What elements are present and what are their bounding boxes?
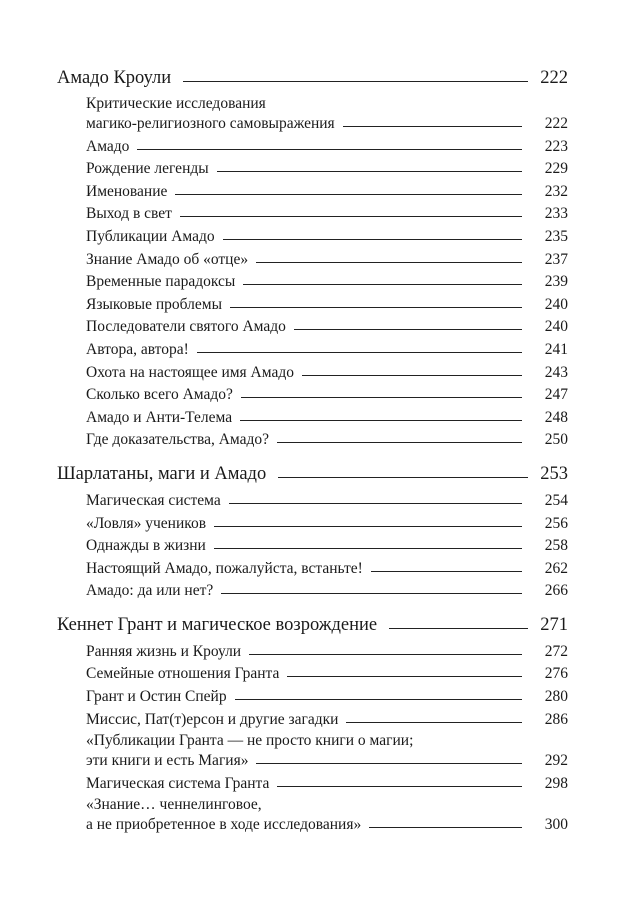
entry-title: Настоящий Амадо, пожалуйста, встаньте! <box>86 559 363 577</box>
entry-row <box>86 709 568 732</box>
entry-page-number: 223 <box>544 137 568 155</box>
entry-row <box>86 535 568 558</box>
leader-line <box>217 171 522 172</box>
entry-title-line1: «Публикации Гранта — не просто книги о магии; <box>86 732 414 750</box>
entry-row <box>86 181 568 204</box>
entry-title: Амадо: да или нет? <box>86 582 214 600</box>
entry-title: Миссис, Пат(т)ерсон и другие загадки <box>86 710 339 728</box>
toc-entry[interactable] <box>57 641 568 664</box>
entry-title: Выход в свет <box>86 205 172 223</box>
entry-row <box>86 271 568 294</box>
leader-line <box>240 420 522 421</box>
toc-entry[interactable] <box>57 316 568 339</box>
entry-title: Охота на настоящее имя Амадо <box>86 363 294 381</box>
chapter-page-number: 222 <box>540 68 568 88</box>
entry-title: Ранняя жизнь и Кроули <box>86 642 242 660</box>
toc-entry[interactable] <box>57 795 568 837</box>
entry-page-number: 272 <box>544 642 568 660</box>
entry-page-number: 258 <box>544 537 568 555</box>
toc-entry[interactable] <box>57 271 568 294</box>
leader-line <box>389 628 528 629</box>
toc-entry[interactable] <box>57 490 568 513</box>
entry-row <box>86 580 568 603</box>
entry-page-number: 286 <box>544 710 568 728</box>
entry-page-number: 256 <box>544 514 568 532</box>
leader-line <box>346 722 522 723</box>
toc-entry[interactable] <box>57 136 568 159</box>
chapter-title: Кеннет Грант и магическое возрождение <box>57 614 378 635</box>
entry-page-number: 237 <box>544 250 568 268</box>
chapter-page-number: 253 <box>540 463 568 484</box>
entry-row <box>86 641 568 664</box>
entry-title: Магическая система Гранта <box>86 774 270 792</box>
toc-entry[interactable] <box>57 663 568 686</box>
toc-entry[interactable] <box>57 731 568 773</box>
leader-line <box>369 827 522 828</box>
entry-page-number: 292 <box>544 752 568 770</box>
entry-page-number: 232 <box>544 182 568 200</box>
entry-title: Последователи святого Амадо <box>86 318 286 336</box>
entry-page-number: 266 <box>544 582 568 600</box>
entry-row <box>86 226 568 249</box>
toc-entry[interactable] <box>57 773 568 796</box>
leader-line <box>249 654 522 655</box>
toc-chapter[interactable] <box>57 614 568 636</box>
toc-entry[interactable] <box>57 181 568 204</box>
entry-title: Амадо <box>86 137 130 155</box>
leader-line <box>221 593 522 594</box>
toc-entry[interactable] <box>57 203 568 226</box>
leader-line <box>343 126 522 127</box>
leader-line <box>214 548 522 549</box>
toc-entry[interactable] <box>57 294 568 317</box>
entry-title: Магическая система <box>86 491 221 509</box>
entry-title: «Ловля» учеников <box>86 514 207 532</box>
entry-title: Амадо и Анти-Телема <box>86 408 233 426</box>
entry-page-number: 243 <box>544 363 568 381</box>
entry-row <box>86 203 568 226</box>
entry-page-number: 247 <box>544 386 568 404</box>
toc-entry[interactable] <box>57 249 568 272</box>
entry-title: Семейные отношения Гранта <box>86 665 280 683</box>
entry-title: Однажды в жизни <box>86 537 206 555</box>
entry-row <box>86 663 568 686</box>
entry-title: магико-религиозного самовыражения <box>86 115 335 132</box>
toc-entry[interactable] <box>57 362 568 385</box>
leader-line <box>294 329 522 330</box>
leader-line <box>175 194 522 195</box>
entry-row <box>86 513 568 536</box>
entry-page-number: 250 <box>544 431 568 449</box>
entry-row <box>86 407 568 430</box>
leader-line <box>214 526 522 527</box>
entry-row <box>86 294 568 317</box>
entry-row <box>86 686 568 709</box>
entry-row <box>86 362 568 385</box>
toc-entry[interactable] <box>57 535 568 558</box>
leader-line <box>197 352 522 353</box>
entry-page-number: 240 <box>544 318 568 336</box>
toc-chapter[interactable] <box>57 463 568 485</box>
entry-row <box>86 249 568 272</box>
entry-page-number: 229 <box>544 160 568 178</box>
entry-page-number: 254 <box>544 491 568 509</box>
toc-entry[interactable] <box>57 558 568 581</box>
entry-page-number: 222 <box>544 115 568 132</box>
leader-line <box>229 503 522 504</box>
leader-line <box>137 149 522 150</box>
entry-title: Знание Амадо об «отце» <box>86 250 249 268</box>
toc-entry[interactable] <box>57 339 568 362</box>
entry-row <box>86 814 568 837</box>
entry-title: Языковые проблемы <box>86 295 222 313</box>
entry-title: Где доказательства, Амадо? <box>86 431 269 449</box>
leader-line <box>243 284 522 285</box>
entry-row <box>86 750 568 773</box>
chapter-title: Шарлатаны, маги и Амадо <box>57 463 267 484</box>
leader-line <box>256 262 522 263</box>
entry-row <box>86 339 568 362</box>
entry-title-line1: «Знание… ченнелинговое, <box>86 796 262 814</box>
entry-title: Сколько всего Амадо? <box>86 386 233 404</box>
entry-row <box>86 113 568 136</box>
leader-line <box>287 676 522 677</box>
entry-page-number: 298 <box>544 774 568 792</box>
chapter-page-number: 271 <box>540 614 568 635</box>
toc-entry[interactable] <box>57 158 568 181</box>
entry-title: Рождение легенды <box>86 160 209 178</box>
toc-entry[interactable] <box>57 709 568 732</box>
entry-page-number: 233 <box>544 205 568 223</box>
entry-row <box>86 558 568 581</box>
toc-entry[interactable] <box>57 429 568 452</box>
entry-page-number: 235 <box>544 227 568 245</box>
entry-row <box>86 136 568 159</box>
leader-line <box>223 239 522 240</box>
table-of-contents <box>57 67 568 837</box>
entry-page-number: 240 <box>544 295 568 313</box>
entry-page-number: 248 <box>544 408 568 426</box>
leader-line <box>180 216 522 217</box>
toc-entry[interactable] <box>57 513 568 536</box>
entry-title-line1: Критические исследования <box>86 95 266 112</box>
toc-entry[interactable] <box>57 226 568 249</box>
toc-entry[interactable] <box>57 580 568 603</box>
leader-line <box>235 699 522 700</box>
entry-page-number: 276 <box>544 665 568 683</box>
entry-row <box>86 316 568 339</box>
entry-page-number: 300 <box>544 816 568 834</box>
entry-title: Автора, автора! <box>86 340 189 358</box>
leader-line <box>256 763 522 764</box>
entry-title: а не приобретенное в ходе исследования» <box>86 816 362 834</box>
entry-title: Грант и Остин Спейр <box>86 688 227 706</box>
leader-line <box>277 442 522 443</box>
entry-title: эти книги и есть Магия» <box>86 752 249 770</box>
leader-line <box>277 786 522 787</box>
entry-page-number: 262 <box>544 559 568 577</box>
entry-page-number: 280 <box>544 688 568 706</box>
leader-line <box>371 571 522 572</box>
entry-row <box>86 490 568 513</box>
entry-title: Именование <box>86 182 168 200</box>
entry-row <box>86 429 568 452</box>
entry-page-number: 241 <box>544 340 568 358</box>
leader-line <box>183 81 528 82</box>
leader-line <box>230 307 522 308</box>
leader-line <box>302 375 522 376</box>
toc-entry[interactable] <box>57 94 568 136</box>
entry-title: Публикации Амадо <box>86 227 215 245</box>
toc-entry[interactable] <box>57 407 568 430</box>
toc-chapter[interactable] <box>57 67 568 89</box>
entry-page-number: 239 <box>544 273 568 291</box>
entry-row <box>86 773 568 796</box>
entry-row <box>86 158 568 181</box>
toc-entry[interactable] <box>57 384 568 407</box>
entry-title: Временные парадоксы <box>86 273 236 291</box>
entry-row <box>86 384 568 407</box>
chapter-title: Амадо Кроули <box>57 68 172 88</box>
leader-line <box>278 477 528 478</box>
toc-entry[interactable] <box>57 686 568 709</box>
leader-line <box>241 397 522 398</box>
